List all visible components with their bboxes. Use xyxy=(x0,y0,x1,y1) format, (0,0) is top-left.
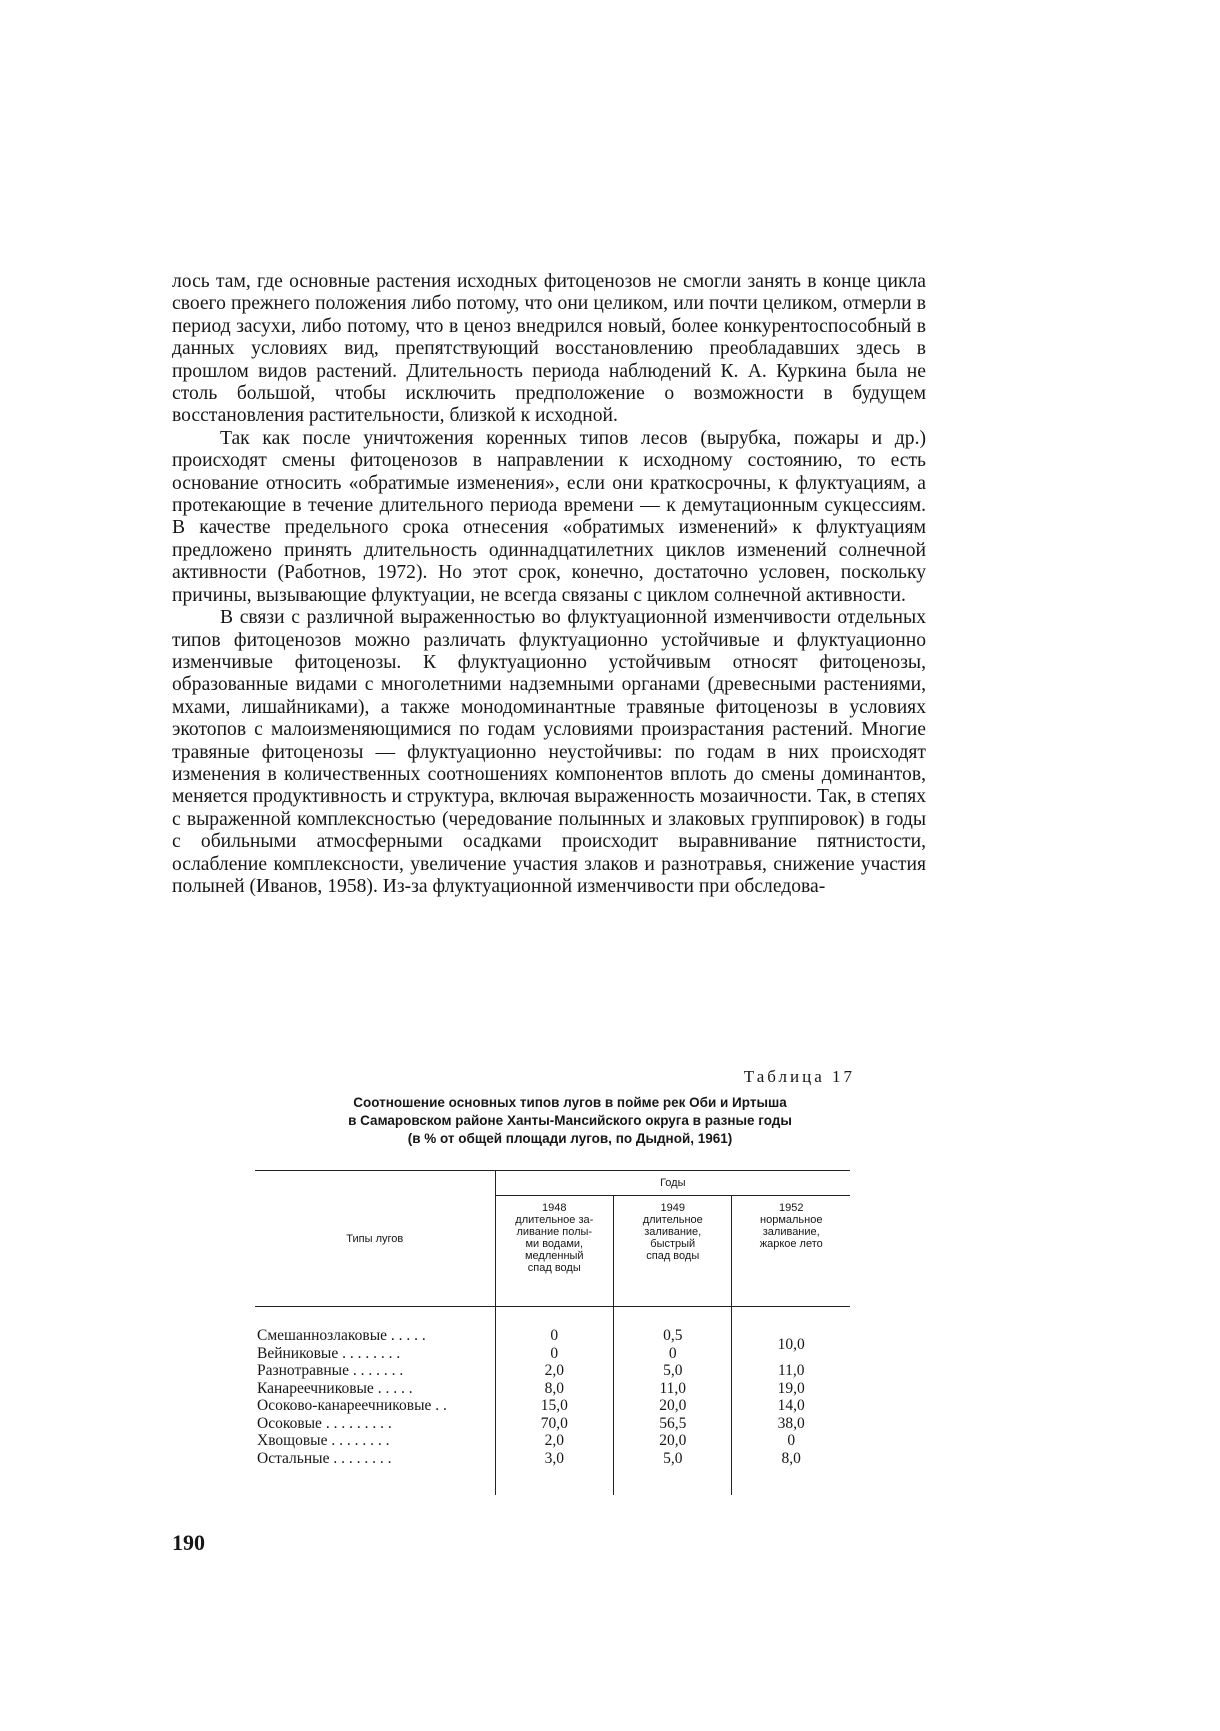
paragraph-3: В связи с различной выраженностью во флуктуационной изменчивости отдельных типов фитоценозов можно различать флуктуационно устойчивые и флуктуационно изменчивые фитоценозы. К флуктуационно устойчивым относят фитоценозы, образованные видами с многолетними надземными органами (древесными растениями, мхами, лишайниками), а также монодоминантные травяные фитоценозы в условиях экотопов с малоизменяющимися по годам условиями произрастания растений. Многие травяные фитоценозы — флуктуационно неустойчивы: по годам в них происходят изменения в количественных соотношениях компонентов вплоть до смены доминантов, меняется продуктивность и структура, включая выраженность мозаичности. Так, в степях с выраженной комплексностью (чередование полынных и злаковых группировок) в годы с обильными атмосферными осадками происходит выравнивание пятнистости, ослабление комплексности, увеличение участия злаков и разнотравья, снижение участия полыней (Иванов, 1958). Из-за флуктуационной изменчивости при обследова- xyxy=(172,607,926,897)
header-types: Типы лугов xyxy=(255,1171,495,1307)
paragraph-2: Так как после уничтожения коренных типов лесов (вырубка, пожары и др.) происходят смены фитоценозов в направлении к исходному состоянию, то есть основание относить «обратимые изменения», если они краткосрочны, к флуктуациям, а протекающие в течение длительного периода времени — к демутационным сукцессиям. В качестве предельного срока отнесения «обратимых изменений» к флуктуациям предложено принять длительность одиннадцатилетних циклов изменений солнечной активности (Работнов, 1972). Но этот срок, конечно, достаточно условен, поскольку причины, вызывающие флуктуации, не всегда связаны с циклом солнечной активности. xyxy=(172,427,926,606)
table-title-line-1: Соотношение основных типов лугов в пойме рек Оби и Иртыша xyxy=(353,1095,787,1110)
table-row: Осоковые . . . . . . . . . 70,0 56,5 38,0 xyxy=(255,1415,850,1433)
table-row: Смешаннозлаковые . . . . . 0 0,5 10,0 xyxy=(255,1327,850,1345)
table-title xyxy=(240,1094,900,1148)
header-year-1949: 1949 длительное заливание, быстрый спад воды xyxy=(614,1196,732,1307)
table-row: Остальные . . . . . . . . 3,0 5,0 8,0 xyxy=(255,1450,850,1468)
table-row: Разнотравные . . . . . . . 2,0 5,0 11,0 xyxy=(255,1362,850,1380)
table-title-line-3: (в % от общей площади лугов, по Дыдной, 1961) xyxy=(407,1131,733,1146)
table-row: Вейниковые . . . . . . . . 0 0 xyxy=(255,1345,850,1363)
table-label: Таблица 17 xyxy=(743,1067,855,1086)
paragraph-1: лось там, где основные растения исходных фитоценозов не смогли занять в конце цикла своего прежнего положения либо потому, что они целиком, или почти целиком, отмерли в период засухи, либо потому, что в ценоз внедрился новый, более конкурентоспособный в данных условиях вид, препятствующий восстановлению преобладавших здесь в прошлом видов растений. Длительность периода наблюдений К. А. Куркина была не столь большой, чтобы исключить предположение о возможности в будущем восстановления растительности, близкой к исходной. xyxy=(172,271,926,427)
table-title-line-2: в Самаровском районе Ханты-Мансийского округа в разные годы xyxy=(348,1113,792,1128)
meadow-types-table xyxy=(255,1170,850,1495)
page-number: 190 xyxy=(172,1530,205,1555)
table-row: Хвощовые . . . . . . . . 2,0 20,0 0 xyxy=(255,1432,850,1450)
table-row: Осоково-канареечниковые . . 15,0 20,0 14,0 xyxy=(255,1397,850,1415)
header-years: Годы xyxy=(495,1171,850,1196)
body-text xyxy=(172,271,926,898)
header-year-1952: 1952 нормальное заливание, жаркое лето xyxy=(732,1196,850,1307)
table-row: Канареечниковые . . . . . 8,0 11,0 19,0 xyxy=(255,1380,850,1398)
header-year-1948: 1948 длительное за- ливание полы- ми водами, медленный спад воды xyxy=(495,1196,613,1307)
